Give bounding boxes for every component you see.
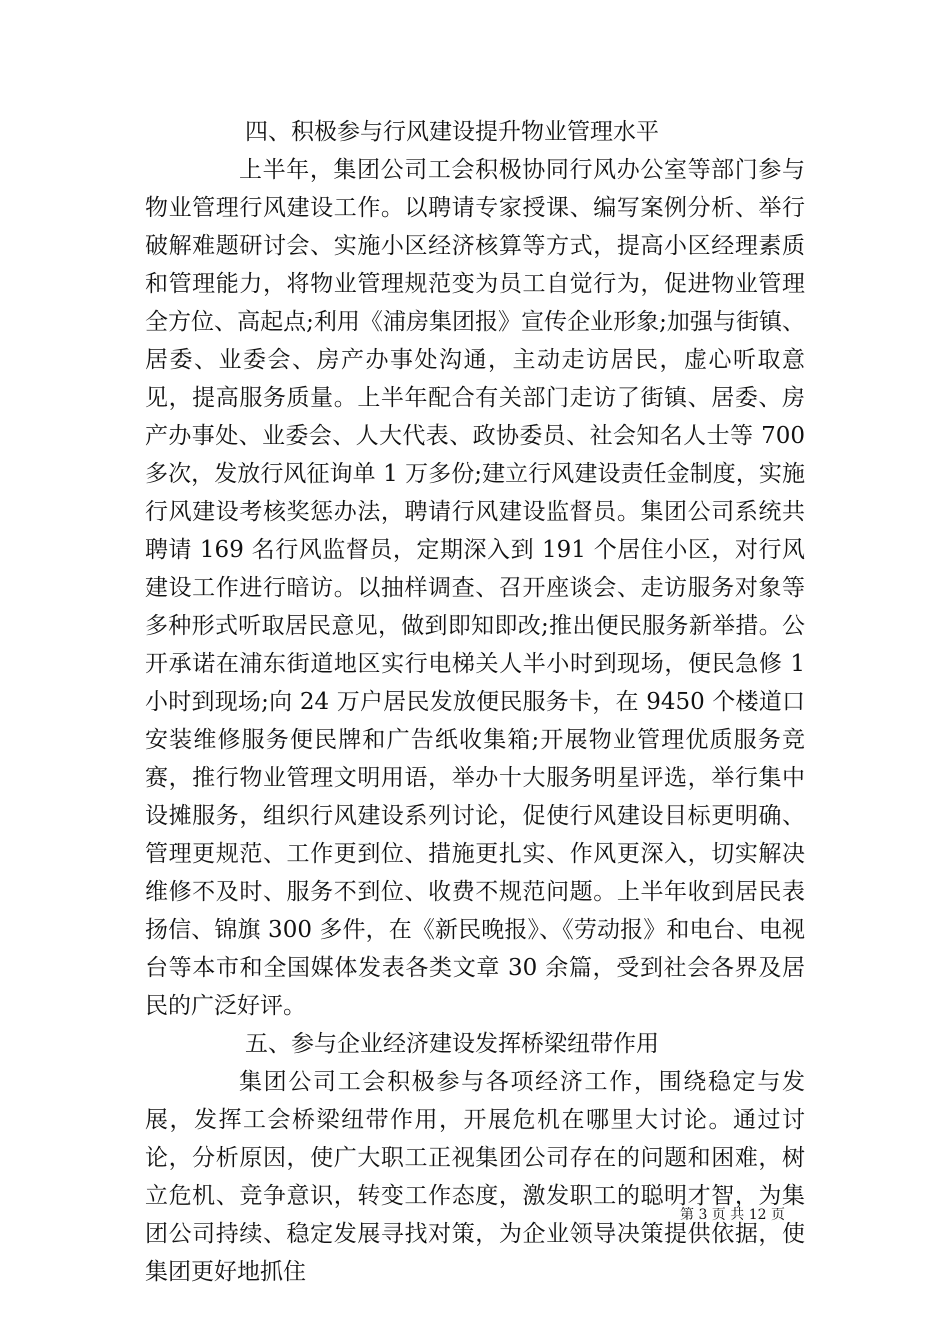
section-paragraph-5: 集团公司工会积极参与各项经济工作，围绕稳定与发展，发挥工会桥梁纽带作用，开展危机在哪里大讨论。通过讨论，分析原因，使广大职工正视集团公司存在的问题和困难，树立危机、竞争意识，转变工作态度，激发职工的聪明才智，为集团公司持续、稳定发展寻找对策，为企业领导决策提供依据，使集团更好地抓住 (145, 1069, 805, 1285)
page-number-footer: 第 3 页 共 12 页 (680, 1207, 785, 1223)
section-paragraph-4: 上半年，集团公司工会积极协同行风办公室等部门参与物业管理行风建设工作。以聘请专家授课、编写案例分析、举行破解难题研讨会、实施小区经济核算等方式，提高小区经理素质和管理能力，将物业管理规范变为员工自觉行为，促进物业管理全方位、高起点;利用《浦房集团报》宣传企业形象;加强与街镇、居委、业委会、房产办事处沟通，主动走访居民，虚心听取意见，提高服务质量。上半年配合有关部门走访了街镇、居委、房产办事处、业委会、人大代表、政协委员、社会知名人士等 700 多次，发放行风征询单 1 万多份;建立行风建设责任金制度，实施行风建设考核奖惩办法，聘请行风建设监督员。集团公司系统共聘请 169 名行风监督员，定期深入到 191 个居住小区，对行风建设工作进行暗访。以抽样调查、召开座谈会、走访服务对象等多种形式听取居民意见，做到即知即改;推出便民服务新举措。公开承诺在浦东街道地区实行电梯关人半小时到现场，便民急修 1 小时到现场;向 24 万户居民发放便民服务卡，在 9450 个楼道口安装维修服务便民牌和广告纸收集箱;开展物业管理优质服务竞赛，推行物业管理文明用语，举办十大服务明星评选，举行集中设摊服务，组织行风建设系列讨论，促使行风建设目标更明确、管理更规范、工作更到位、措施更扎实、作风更深入，切实解决维修不及时、服务不到位、收费不规范问题。上半年收到居民表扬信、锦旗 300 多件，在《新民晚报》、《劳动报》和电台、电视台等本市和全国媒体发表各类文章 30 余篇，受到社会各界及居民的广泛好评。 (145, 157, 805, 1019)
section-heading-4: 四、积极参与行风建设提升物业管理水平 (245, 119, 659, 145)
document-body (145, 113, 805, 1291)
section-heading-5: 五、参与企业经济建设发挥桥梁纽带作用 (245, 1031, 659, 1057)
